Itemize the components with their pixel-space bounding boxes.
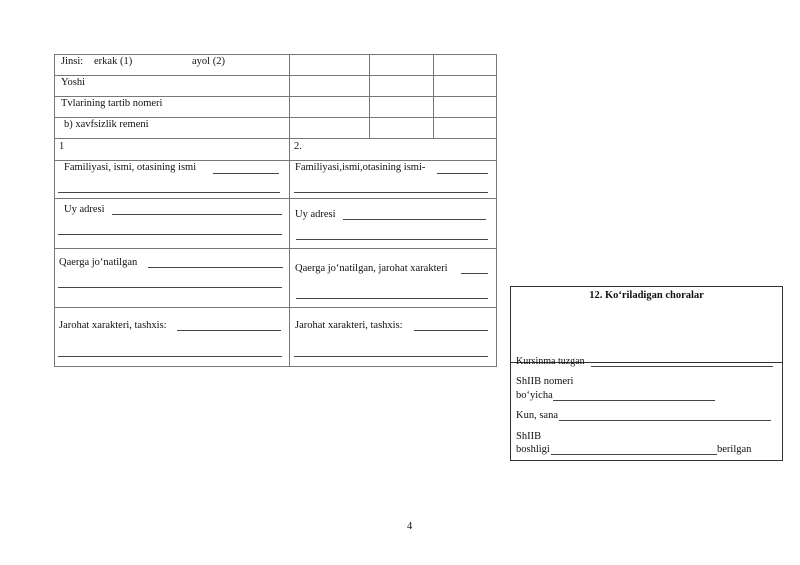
date-label: Kun, sana [516, 410, 558, 421]
left-fullname-line-2[interactable] [58, 192, 280, 193]
measures-box [510, 286, 783, 461]
left-sent-to-line-2[interactable] [58, 287, 282, 288]
accident-number-label: Tvlarining tartib nomeri [61, 98, 163, 109]
issued-label: berilgan [717, 444, 752, 455]
right-injury-line-2[interactable] [294, 356, 488, 357]
date-line[interactable] [559, 420, 771, 421]
right-address-line-1[interactable] [343, 219, 486, 220]
left-sent-to-line-1[interactable] [148, 267, 283, 268]
head-signature-line[interactable] [551, 454, 717, 455]
left-injury-label: Jarohat xarakteri, tashxis: [59, 320, 167, 331]
right-address-label: Uy adresi [295, 209, 336, 220]
left-injury-line-2[interactable] [58, 356, 282, 357]
gender-male-option: erkak (1) [94, 56, 133, 67]
right-sent-to-label: Qaerga jo‘natilgan, jarohat xarakteri [295, 263, 448, 274]
left-address-label: Uy adresi [64, 204, 105, 215]
right-address-line-2[interactable] [296, 239, 488, 240]
column-number-right: 2. [294, 141, 302, 152]
cut-off-row [516, 356, 778, 368]
left-sent-to-label: Qaerga jo‘natilgan [59, 257, 138, 268]
gender-female-option: ayol (2) [192, 56, 225, 67]
right-injury-label: Jarohat xarakteri, tashxis: [295, 320, 403, 331]
left-fullname-label: Familiyasi, ismi, otasining ismi [64, 162, 197, 173]
column-number-left: 1 [59, 141, 65, 152]
left-address-line-2[interactable] [58, 234, 282, 235]
right-sent-to-line-1[interactable] [461, 273, 488, 274]
safety-violation-label: b) xavfsizlik remeni [64, 119, 149, 130]
left-address-line-1[interactable] [112, 214, 282, 215]
right-fullname-label: Familiyasi,ismi,otasining ismi- [295, 162, 426, 173]
left-fullname-line-1[interactable] [213, 173, 279, 174]
age-label: Yoshi [61, 77, 86, 88]
head-label-line1: ShIIB [516, 431, 542, 442]
cut-off-text: Kursinma tuzgan [516, 356, 585, 367]
shiib-number-line[interactable] [553, 400, 715, 401]
measures-title: 12. Ko‘riladigan choralar [589, 290, 704, 301]
right-sent-to-line-2[interactable] [296, 298, 488, 299]
left-injury-line-1[interactable] [177, 330, 281, 331]
head-label-line2: boshligi [516, 444, 550, 455]
right-fullname-line-1[interactable] [437, 173, 488, 174]
page-number: 4 [407, 521, 413, 532]
shiib-number-by-label: bo‘yicha [516, 390, 553, 401]
gender-label: Jinsi: [61, 56, 84, 67]
right-fullname-line-2[interactable] [294, 192, 488, 193]
shiib-number-label: ShIIB nomeri [516, 376, 574, 387]
right-injury-line-1[interactable] [414, 330, 488, 331]
